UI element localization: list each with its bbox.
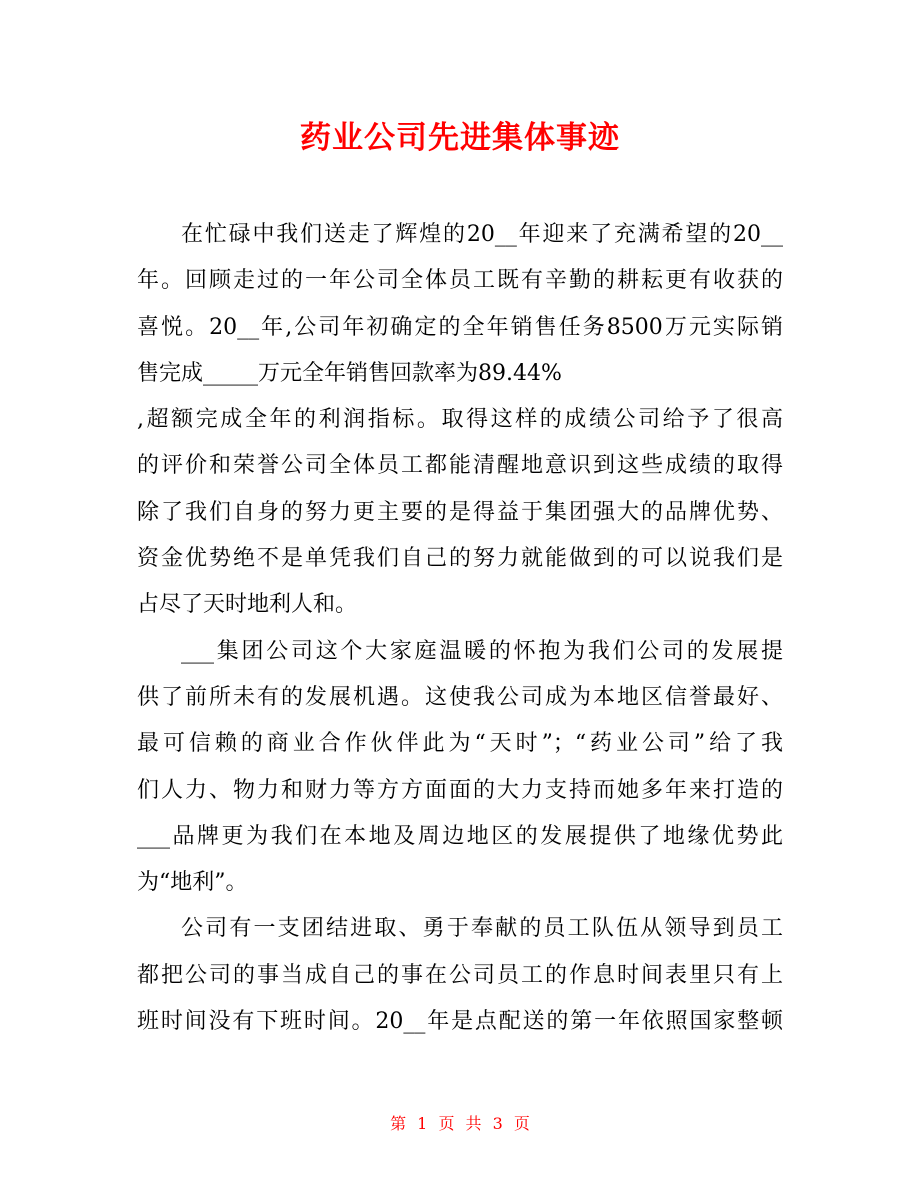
body-text-line: ___品牌更为我们在本地及周边地区的发展提供了地缘优势此 [137,823,783,849]
body-text-line: 年。回顾走过的一年公司全体员工既有辛勤的耕耘更有收获的 [137,268,783,294]
body-text-line: 都把公司的事当成自己的事在公司员工的作息时间表里只有上 [137,962,783,988]
body-text-line: 的评价和荣誉公司全体员工都能清醒地意识到这些成绩的取得 [137,453,783,479]
body-text-line: ___集团公司这个大家庭温暖的怀抱为我们公司的发展提 [181,638,783,664]
body-text-line: 班时间没有下班时间。20__年是点配送的第一年依照国家整顿 [137,1009,783,1035]
body-text-line: 在忙碌中我们送走了辉煌的20__年迎来了充满希望的20__ [181,222,783,247]
body-text-line: 最可信赖的商业合作伙伴此为“天时”；“药业公司”给了我 [137,731,783,757]
body-text-line: 公司有一支团结进取、勇于奉献的员工队伍从领导到员工 [181,916,783,942]
body-text-line: 为“地利”。 [137,870,248,896]
body-text-line: 售完成_____万元全年销售回款率为89.44% [137,360,562,386]
body-text-line: 占尽了天时地利人和。 [137,592,358,618]
document-title: 药业公司先进集体事迹 [300,120,620,156]
body-text-line: 喜悦。20__年,公司年初确定的全年销售任务8500万元实际销 [137,314,783,340]
body-text-line: 供了前所未有的发展机遇。这使我公司成为本地区信誉最好、 [137,684,783,710]
body-text-line: 们人力、物力和财力等方方面面的大力支持而她多年来打造的 [137,777,783,803]
body-text-line: ,超额完成全年的利润指标。取得这样的成绩公司给予了很高 [137,407,783,433]
body-text-line: 除了我们自身的努力更主要的是得益于集团强大的品牌优势、 [137,499,783,525]
body-text-line: 资金优势绝不是单凭我们自己的努力就能做到的可以说我们是 [137,546,783,572]
page-number-footer: 第 1 页 共 3 页 [390,1114,530,1133]
document-body [137,212,783,1045]
